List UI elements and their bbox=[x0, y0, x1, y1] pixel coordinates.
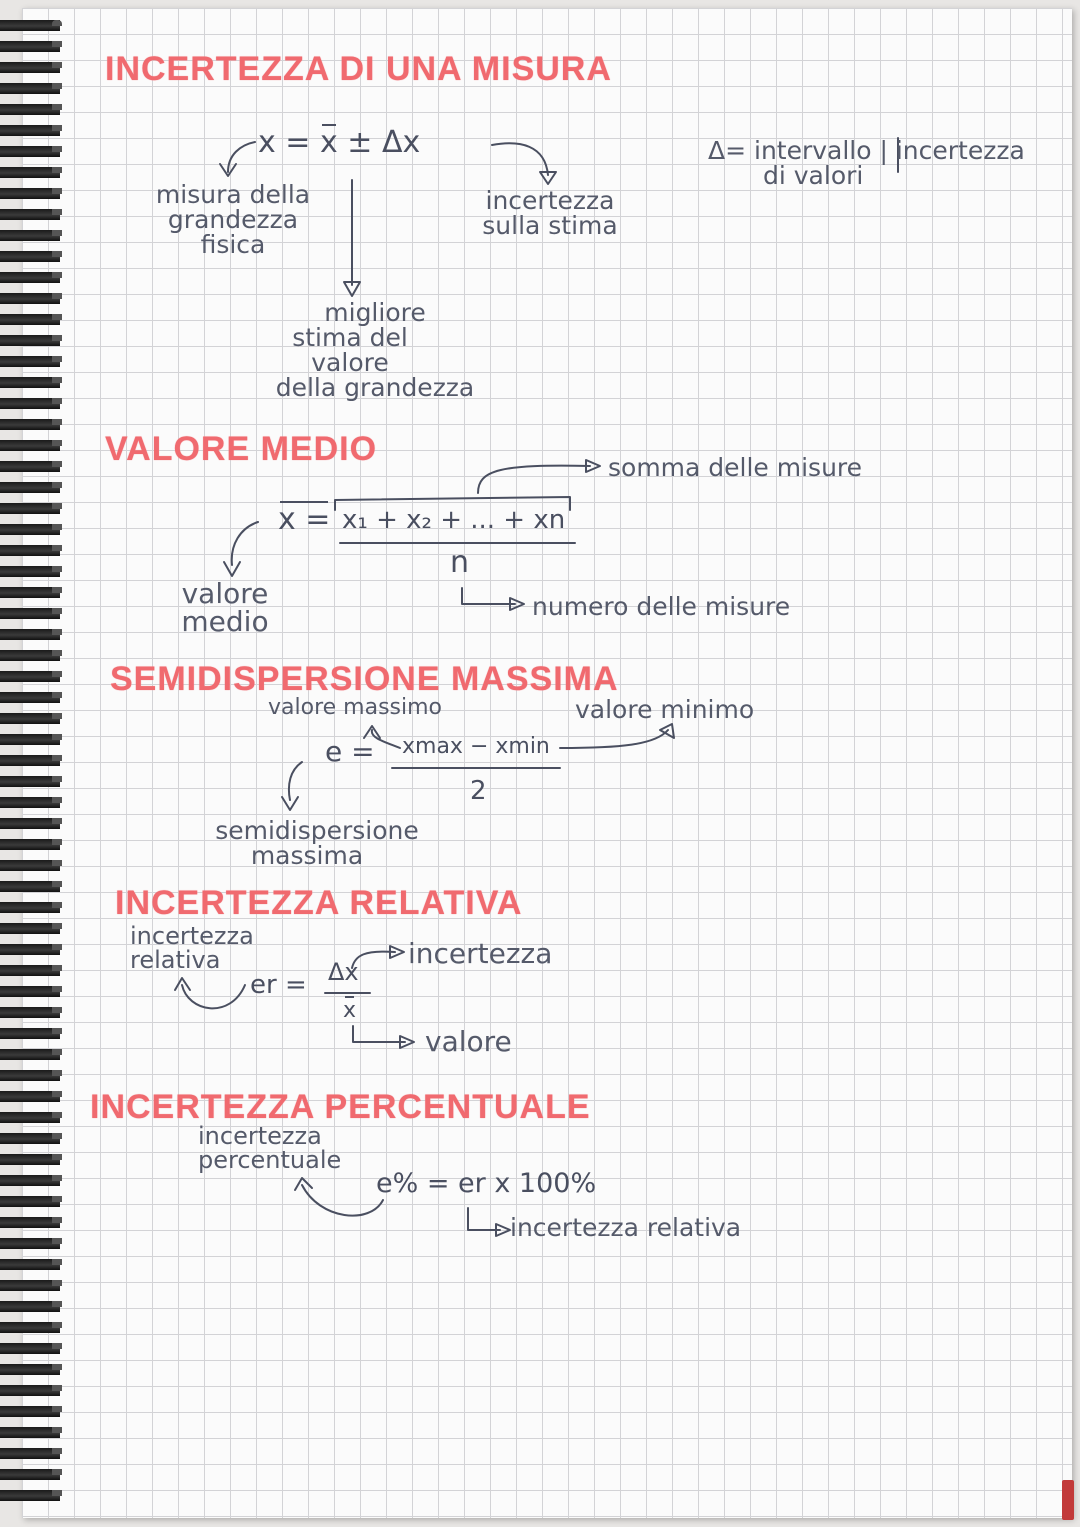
note-semidispersione bbox=[212, 818, 422, 868]
note-semi-line2: massima bbox=[250, 841, 364, 870]
title-valore-medio: VALORE MEDIO bbox=[105, 430, 378, 468]
note-migliore-stima bbox=[255, 300, 495, 400]
note-migliore-line4: della grandezza bbox=[275, 373, 475, 402]
note-valore-medio-line2: medio bbox=[181, 605, 269, 638]
note-migliore-line1: migliore bbox=[324, 298, 426, 327]
note-rel-valore: valore bbox=[425, 1025, 512, 1058]
formula-misura bbox=[258, 125, 421, 160]
formula-medio-numerator: x₁ + x₂ + ... + xn bbox=[342, 505, 566, 535]
note-migliore-line2: stima del bbox=[292, 323, 408, 352]
side-note-line2: di valori bbox=[763, 161, 864, 190]
note-incertezza-stima bbox=[450, 188, 650, 238]
formula-medio-mean: x = bbox=[278, 502, 331, 537]
formula-misura-lhs: x = bbox=[258, 125, 311, 160]
side-note-line1: Δ= intervallo | incertezza bbox=[708, 136, 1025, 165]
title-incertezza-misura: INCERTEZZA DI UNA MISURA bbox=[105, 50, 612, 88]
note-incertezza-relativa-label bbox=[130, 924, 254, 972]
note-numero-misure: numero delle misure bbox=[532, 592, 791, 621]
formula-rel-denominator-x: x bbox=[343, 998, 357, 1023]
formula-medio-denominator: n bbox=[450, 545, 470, 580]
note-misura-line1: misura della bbox=[155, 180, 311, 209]
formula-medio-lhs bbox=[278, 502, 331, 537]
note-somma-misure: somma delle misure bbox=[608, 453, 863, 482]
formula-rel-denominator bbox=[343, 1000, 356, 1022]
note-perc-label-line2: percentuale bbox=[198, 1146, 342, 1174]
page-edge-mark bbox=[1062, 1480, 1074, 1520]
formula-misura-mean: x bbox=[319, 125, 338, 160]
formula-percentuale: e% = er x 100% bbox=[376, 1168, 597, 1199]
side-note-delta bbox=[708, 138, 1025, 188]
formula-misura-rhs: ± Δx bbox=[347, 125, 421, 160]
note-perc-label-line1: incertezza bbox=[198, 1122, 322, 1150]
label-valore-minimo: valore minimo bbox=[575, 695, 755, 724]
formula-rel-numerator: Δx bbox=[328, 958, 359, 986]
note-migliore-line3: valore bbox=[311, 348, 389, 377]
note-rel-incertezza: incertezza bbox=[408, 937, 553, 970]
spiral-binding bbox=[0, 20, 60, 1510]
spiral-holes bbox=[52, 20, 62, 1510]
formula-rel-lhs: er = bbox=[250, 970, 307, 1000]
title-incertezza-percentuale: INCERTEZZA PERCENTUALE bbox=[90, 1088, 591, 1126]
note-rel-label-line1: incertezza bbox=[130, 922, 254, 950]
note-valore-medio bbox=[160, 577, 290, 638]
formula-semi-lhs: e = bbox=[325, 735, 375, 768]
note-misura-line2: grandezza bbox=[167, 205, 299, 234]
note-incertezza-percentuale-label bbox=[198, 1124, 341, 1172]
note-incertezza-line2: sulla stima bbox=[482, 211, 618, 240]
formula-semi-numerator: xmax − xmin bbox=[402, 734, 550, 759]
note-perc-relativa: incertezza relativa bbox=[510, 1213, 742, 1242]
note-valore-medio-line1: valore bbox=[181, 577, 269, 610]
note-incertezza-line1: incertezza bbox=[485, 186, 615, 215]
label-valore-massimo: valore massimo bbox=[268, 695, 443, 720]
note-misura-grandezza bbox=[148, 182, 318, 257]
title-semidispersione: SEMIDISPERSIONE MASSIMA bbox=[110, 660, 619, 698]
title-incertezza-relativa: INCERTEZZA RELATIVA bbox=[115, 884, 523, 922]
note-misura-line3: fisica bbox=[200, 230, 266, 259]
note-rel-label-line2: relativa bbox=[130, 946, 221, 974]
formula-semi-denominator: 2 bbox=[470, 776, 487, 806]
note-semi-line1: semidispersione bbox=[215, 816, 419, 845]
